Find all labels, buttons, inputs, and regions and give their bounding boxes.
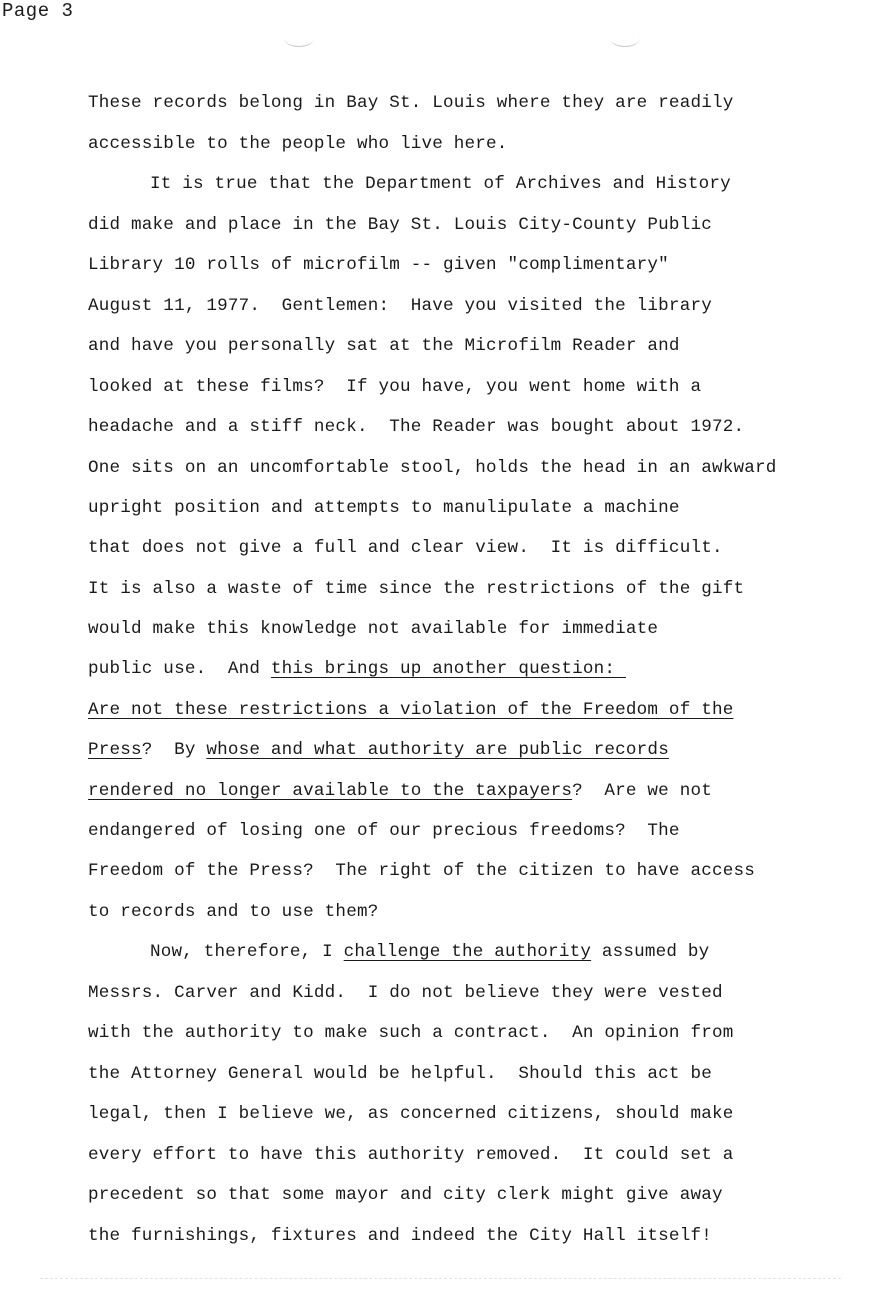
underlined-text: Are not these restrictions a violation of the Freedom of the: [88, 700, 734, 720]
text-line: [88, 860, 755, 882]
text-segment: ? Are we not: [572, 781, 712, 801]
text-segment: ? By: [141, 740, 207, 760]
text-segment: with the authority to make such a contract. An opinion from: [88, 1023, 734, 1043]
text-line: [88, 1225, 712, 1247]
text-line: [88, 376, 701, 398]
text-segment: the Attorney General would be helpful. Should this act be: [88, 1064, 712, 1084]
text-line: [88, 739, 669, 761]
underlined-text: challenge the authority: [343, 942, 592, 962]
text-line: [88, 1022, 733, 1044]
underlined-text: Press: [88, 740, 142, 760]
text-line: [88, 780, 712, 802]
text-line: [88, 578, 744, 600]
text-segment: legal, then I believe we, as concerned citizens, should make: [88, 1104, 734, 1124]
underlined-text: rendered no longer available to the taxpayers: [88, 781, 573, 801]
text-segment: August 11, 1977. Gentlemen: Have you visited the library: [88, 296, 712, 316]
text-segment: endangered of losing one of our precious freedoms? The: [88, 821, 680, 841]
text-line: [88, 1103, 733, 1125]
page-number: Page 3: [2, 0, 74, 22]
text-line: [88, 820, 680, 842]
text-segment: Freedom of the Press? The right of the citizen to have access: [88, 861, 755, 881]
text-line: [88, 982, 723, 1004]
text-segment: public use. And: [88, 659, 271, 679]
text-segment: assumed by: [591, 942, 710, 962]
text-line: [88, 901, 378, 923]
text-line: [88, 133, 508, 155]
text-line: [88, 658, 626, 680]
text-line: [88, 699, 733, 721]
text-segment: the furnishings, fixtures and indeed the City Hall itself!: [88, 1226, 712, 1246]
text-segment: It is true that the Department of Archives and History: [150, 174, 731, 194]
text-line: [88, 1184, 723, 1206]
text-line: [150, 941, 709, 963]
text-segment: looked at these films? If you have, you went home with a: [88, 377, 702, 397]
text-segment: One sits on an uncomfortable stool, holds the head in an awkward: [88, 458, 777, 478]
text-line: [88, 537, 723, 559]
text-line: [150, 173, 731, 195]
text-line: [88, 497, 680, 519]
text-segment: and have you personally sat at the Microfilm Reader and: [88, 336, 680, 356]
text-segment: accessible to the people who live here.: [88, 134, 508, 154]
text-line: [88, 295, 712, 317]
text-segment: Library 10 rolls of microfilm -- given "complimentary": [88, 255, 669, 275]
text-segment: every effort to have this authority removed. It could set a: [88, 1145, 734, 1165]
text-line: [88, 214, 712, 236]
text-segment: It is also a waste of time since the restrictions of the gift: [88, 579, 745, 599]
text-segment: headache and a stiff neck. The Reader was bought about 1972.: [88, 417, 745, 437]
text-segment: upright position and attempts to manulipulate a machine: [88, 498, 680, 518]
text-line: [88, 92, 733, 114]
text-line: [88, 254, 669, 276]
text-segment: Now, therefore, I: [150, 942, 344, 962]
text-line: [88, 1063, 712, 1085]
text-line: [88, 457, 777, 479]
text-segment: precedent so that some mayor and city clerk might give away: [88, 1185, 723, 1205]
text-line: [88, 618, 658, 640]
text-line: [88, 416, 744, 438]
text-line: [88, 335, 680, 357]
underlined-text: whose and what authority are public records: [206, 740, 669, 760]
text-segment: would make this knowledge not available for immediate: [88, 619, 659, 639]
text-segment: These records belong in Bay St. Louis where they are readily: [88, 93, 734, 113]
text-segment: did make and place in the Bay St. Louis City-County Public: [88, 215, 712, 235]
underlined-text: this brings up another question:: [270, 659, 626, 679]
text-segment: to records and to use them?: [88, 902, 379, 922]
page-bottom-edge: [40, 1278, 841, 1279]
text-line: [88, 1144, 733, 1166]
text-segment: that does not give a full and clear view. It is difficult.: [88, 538, 723, 558]
text-segment: Messrs. Carver and Kidd. I do not believe they were vested: [88, 983, 723, 1003]
